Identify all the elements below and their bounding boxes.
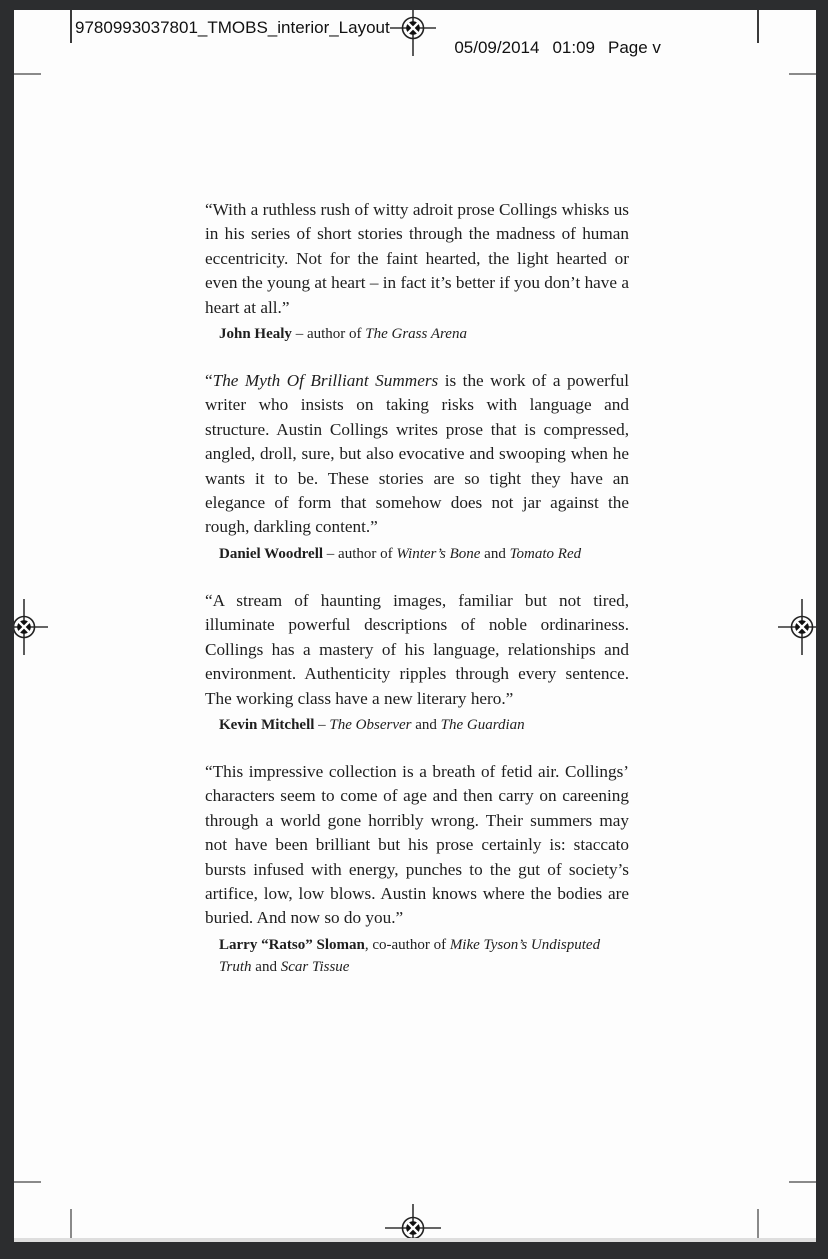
attribution-work-title: The Grass Arena	[365, 326, 467, 343]
header-crop-bar-left	[70, 10, 72, 43]
quote-attribution	[205, 543, 629, 565]
registration-mark-icon-bottom	[385, 1200, 441, 1242]
crop-mark-top-left	[14, 73, 41, 75]
registration-mark-icon-left	[14, 599, 52, 655]
quote-daniel-woodrell	[205, 369, 629, 565]
attribution-publication: The Guardian	[440, 716, 525, 733]
quote-text: “A stream of haunting images, familiar but not tired, illuminate powerful descriptions of noble ordinariness. Collings has a mastery of his language, relationships and environment. Authenticity ripples through every sentence. The working class have a new literary hero.”	[205, 590, 629, 708]
quote-kevin-mitchell	[205, 589, 629, 736]
quote-text: is the work of a powerful writer who insists on taking risks with language and structure. Austin Collings writes prose that is compressed, angled, droll, sure, but also evocative and swooping when he wants it to be. These stories are so tight they have an elegance of form that somehow does not jar against the rough, darkling content.”	[205, 371, 629, 537]
book-title-italic: The Myth Of Brilliant Summers	[212, 371, 439, 391]
registration-mark-icon-right	[774, 599, 816, 655]
attribution-name: Kevin Mitchell	[219, 716, 315, 733]
quote-attribution	[205, 323, 629, 345]
attribution-connector: – author of	[323, 545, 397, 562]
quote-text: “With a ruthless rush of witty adroit prose Collings whisks us in his series of short stories through the madness of human eccentricity. Not for the faint hearted, the light hearted or even the young at heart – in fact it’s better if you don’t have a heart at all.”	[205, 200, 629, 317]
attribution-publication: The Observer	[329, 716, 412, 733]
slug-time: 01:09	[552, 38, 595, 57]
quote-john-healy	[205, 198, 629, 345]
quote-text: “This impressive collection is a breath of fetid air. Collings’ characters seem to come of age and then carry on careening through a world gone horribly wrong. Their summers may not have been brilliant but his prose certainly is: staccato bursts infused with energy, punches to the gut of society’s artifice, low, low blows. Austin knows where the bodies are buried. And now so do you.”	[205, 761, 629, 928]
slug-date: 05/09/2014	[454, 38, 540, 57]
attribution-connector: and	[480, 545, 510, 562]
slug-page-label: Page v	[607, 38, 661, 57]
attribution-work-title: Tomato Red	[509, 545, 582, 562]
quote-body	[205, 198, 629, 320]
attribution-name: John Healy	[219, 326, 292, 343]
header-crop-bar-right	[757, 10, 759, 43]
quote-body	[205, 760, 629, 931]
attribution-connector: and	[411, 716, 441, 733]
crop-mark-bottom-right-h	[789, 1181, 816, 1183]
crop-mark-bottom-left-h	[14, 1181, 41, 1183]
attribution-work-title: Scar Tissue	[280, 958, 350, 975]
book-proof-page	[14, 10, 816, 1242]
crop-mark-bottom-right-v	[757, 1209, 759, 1238]
crop-mark-bottom-left-v	[70, 1209, 72, 1238]
attribution-connector: and	[251, 958, 281, 975]
attribution-name: Larry “Ratso” Sloman	[219, 936, 365, 953]
quote-attribution	[205, 934, 629, 978]
quote-body	[205, 589, 629, 711]
attribution-work-title: Mike Tyson’s Undisputed Truth	[219, 936, 601, 975]
quote-text: “	[205, 371, 213, 391]
slug-datetime	[426, 18, 674, 78]
attribution-connector: – author of	[291, 326, 366, 343]
quote-larry-sloman	[205, 760, 629, 978]
attribution-name: Daniel Woodrell	[219, 545, 324, 562]
crop-mark-top-right	[789, 73, 816, 75]
quote-body	[205, 369, 629, 540]
endorsements-text-block	[205, 198, 629, 1002]
attribution-connector: –	[314, 716, 330, 733]
slug-filename: 9780993037801_TMOBS_interior_Layout	[75, 18, 390, 37]
attribution-work-title: Winter’s Bone	[396, 545, 481, 562]
attribution-connector: , co-author of	[364, 936, 450, 953]
registration-mark-icon-top	[385, 10, 441, 56]
quote-attribution	[205, 714, 629, 736]
